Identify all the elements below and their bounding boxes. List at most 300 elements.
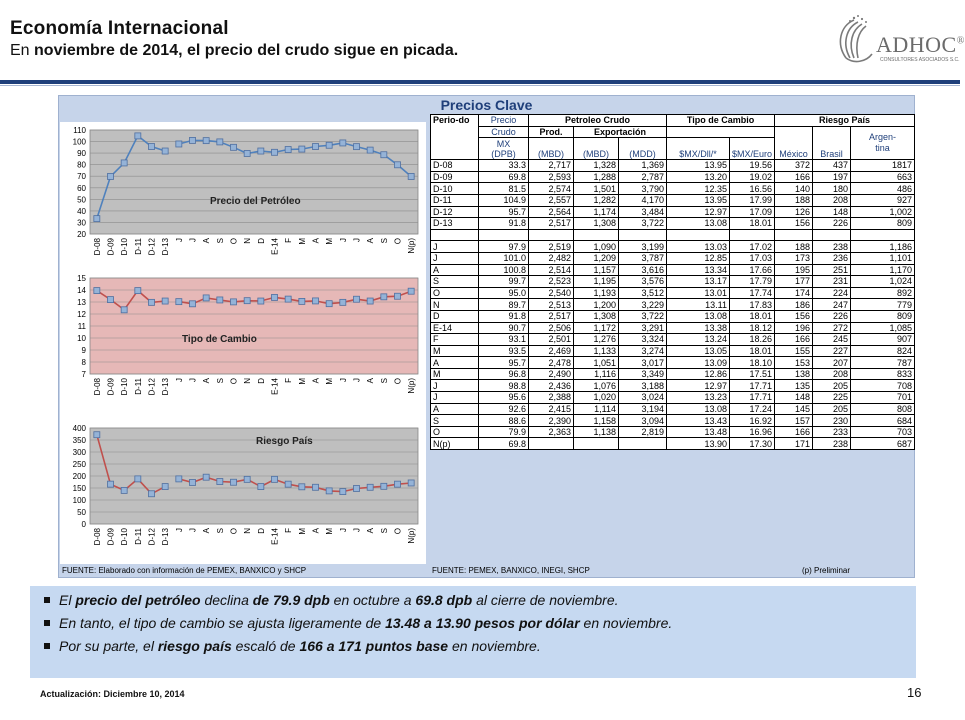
data-point [176,299,182,305]
value-cell: 17.83 [730,299,775,311]
value-cell: 3,324 [619,334,667,346]
col-argentina-l2: tina [875,142,890,153]
y-tick-label: 9 [81,346,86,355]
value-cell: 13.95 [667,160,730,172]
data-point [313,144,319,150]
x-tick-label: A [366,378,376,384]
value-cell: 1,133 [574,345,619,357]
value-cell: 230 [813,415,851,427]
data-point [162,298,168,304]
value-cell: 3,017 [619,357,667,369]
value-cell: 17.79 [730,276,775,288]
data-point [190,137,196,143]
b0-b2: de 79.9 dpb [252,592,330,608]
value-cell: 3,722 [619,218,667,230]
value-cell: 833 [851,368,915,380]
x-tick-label: J [352,238,362,242]
table-row [431,241,915,253]
y-tick-label: 0 [81,520,86,529]
value-cell: 18.01 [730,310,775,322]
x-tick-label: N [243,238,253,244]
x-tick-label: M [297,378,307,385]
value-cell: 1,209 [574,252,619,264]
x-tick-label: A [366,238,376,244]
data-point [108,297,114,303]
data-point [244,298,250,304]
y-tick-label: 150 [72,484,86,493]
data-point [326,142,332,148]
table-row [431,403,915,415]
data-point [108,173,114,179]
y-tick-label: 11 [77,322,86,331]
value-cell: 171 [775,438,813,450]
spacer-cell [851,229,915,241]
col-mx-dll: $MX/Dll/* [667,138,730,160]
subtitle-lead: En [10,42,35,59]
y-tick-label: 70 [77,172,86,182]
subtitle-emphasis: noviembre de 2014, el precio del crudo sigue en picada. [34,42,459,59]
data-point [217,297,223,303]
table-row [431,345,915,357]
value-cell: 17.24 [730,403,775,415]
col-precio-unit: (DPB) [491,148,516,159]
y-tick-label: 100 [72,137,86,147]
value-cell: 197 [813,171,851,183]
x-tick-label: N [243,378,253,384]
value-cell: 157 [775,415,813,427]
period-cell: D-08 [431,160,479,172]
data-point [354,144,360,150]
data-point [149,144,155,150]
col-riesgo: Riesgo País [775,115,915,127]
value-cell: 88.6 [479,415,529,427]
table-row [431,392,915,404]
data-point [217,139,223,145]
period-cell: M [431,368,479,380]
x-tick-label: D-11 [133,238,143,255]
y-tick-label: 30 [77,218,86,228]
prices-table-wrap [430,114,914,450]
value-cell: 12.97 [667,206,730,218]
value-cell: 92.6 [479,403,529,415]
value-cell: 231 [813,276,851,288]
col-brasil: Brasil [813,126,851,160]
value-cell: 2,390 [529,415,574,427]
tc-blank [667,126,775,138]
value-cell: 13.08 [667,403,730,415]
y-tick-label: 90 [77,149,86,159]
value-cell: 2,514 [529,264,574,276]
value-cell: 16.56 [730,183,775,195]
x-tick-label: J [338,528,348,532]
period-cell: O [431,287,479,299]
value-cell: 227 [813,345,851,357]
data-point [94,432,100,438]
value-cell: 2,517 [529,310,574,322]
b1-t1: En tanto, el tipo de cambio se ajusta ligeramente de [59,615,386,631]
table-row [431,334,915,346]
value-cell: 663 [851,171,915,183]
value-cell: 13.01 [667,287,730,299]
data-point [367,147,373,153]
data-point [381,152,387,158]
value-cell: 96.8 [479,368,529,380]
x-tick-label: D [256,528,266,534]
value-cell: 3,576 [619,276,667,288]
x-tick-label: S [379,238,389,244]
value-cell: 224 [813,287,851,299]
value-cell: 486 [851,183,915,195]
x-tick-label: J [174,238,184,242]
x-tick-label: A [311,238,321,244]
x-tick-label: S [379,378,389,384]
value-cell: 1,328 [574,160,619,172]
y-tick-label: 50 [77,195,86,205]
chart-title: Precio del Petróleo [210,196,301,207]
y-tick-label: 250 [72,460,86,469]
header-row-1 [431,115,915,127]
value-cell: 3,194 [619,403,667,415]
x-tick-label: D [256,378,266,384]
data-point [176,476,182,482]
value-cell: 208 [813,368,851,380]
b2-t2: escaló de [231,638,300,654]
y-tick-label: 50 [77,508,86,517]
country-risk-chart [60,420,426,564]
data-point [354,485,360,491]
x-tick-label: D-09 [106,378,116,396]
value-cell: 1,116 [574,368,619,380]
data-point [135,133,141,139]
y-tick-label: 14 [77,286,86,295]
x-tick-label: D-12 [147,378,157,396]
value-cell: 126 [775,206,813,218]
value-cell: 13.43 [667,415,730,427]
period-cell: D [431,310,479,322]
value-cell: 3,199 [619,241,667,253]
data-point [340,140,346,146]
x-tick-label: A [311,378,321,384]
value-cell: 12.85 [667,252,730,264]
period-cell: A [431,357,479,369]
x-tick-label: D-13 [161,378,171,396]
col-mbd-exp: (MBD) [574,138,619,160]
data-point [121,307,127,313]
y-tick-label: 350 [72,436,86,445]
x-tick-label: M [325,378,335,385]
col-precio-l1: Precio [479,115,529,127]
data-point [367,298,373,304]
value-cell: 238 [813,438,851,450]
data-point [190,479,196,485]
period-cell: A [431,264,479,276]
b0-t1: El [59,592,76,608]
value-cell: 17.71 [730,380,775,392]
value-cell: 2,436 [529,380,574,392]
value-cell: 13.95 [667,194,730,206]
x-tick-label: D-11 [133,528,143,545]
value-cell: 17.02 [730,241,775,253]
x-tick-label: O [229,238,239,245]
y-tick-label: 8 [81,358,86,367]
value-cell: 98.8 [479,380,529,392]
value-cell: 93.5 [479,345,529,357]
spacer-cell [479,229,529,241]
value-cell: 12.97 [667,380,730,392]
x-tick-label: M [325,528,335,535]
data-point [244,476,250,482]
x-tick-label: F [284,378,294,383]
spacer-cell [775,229,813,241]
data-point [231,299,237,305]
data-point [190,301,196,307]
y-tick-label: 7 [81,370,86,379]
value-cell: 372 [775,160,813,172]
spacer-cell [431,229,479,241]
x-tick-label: N(p) [407,238,417,254]
table-row [431,218,915,230]
x-tick-label: A [202,378,212,384]
spacer-cell [529,229,574,241]
data-point [149,491,155,497]
data-point [135,476,141,482]
header-divider-thin [0,85,960,86]
value-cell: 69.8 [479,438,529,450]
x-tick-label: O [393,528,403,535]
data-point [299,484,305,490]
data-point [381,294,387,300]
value-cell: 437 [813,160,851,172]
value-cell: 1,186 [851,241,915,253]
value-cell: 17.09 [730,206,775,218]
value-cell: 3,024 [619,392,667,404]
value-cell: 2,415 [529,403,574,415]
x-tick-label: A [202,528,212,534]
value-cell: 17.30 [730,438,775,450]
data-point [244,150,250,156]
value-cell: 18.12 [730,322,775,334]
value-cell: 1,051 [574,357,619,369]
header-divider [0,80,960,84]
period-cell: F [431,334,479,346]
value-cell: 97.9 [479,241,529,253]
value-cell: 188 [775,241,813,253]
col-precio-l3 [479,138,529,160]
x-tick-label: J [188,238,198,242]
x-tick-label: J [174,378,184,382]
spacer-cell [574,229,619,241]
value-cell: 17.66 [730,264,775,276]
data-point [285,147,291,153]
x-tick-label: J [338,238,348,242]
value-cell: 3,274 [619,345,667,357]
period-cell: D-10 [431,183,479,195]
value-cell: 787 [851,357,915,369]
bullet-exchange-text [59,615,672,631]
chart-title: Riesgo País [256,436,313,447]
value-cell: 3,094 [619,415,667,427]
period-cell: D-13 [431,218,479,230]
value-cell: 1,085 [851,322,915,334]
value-cell: 12.86 [667,368,730,380]
bullet-square-icon [44,620,50,626]
value-cell: 13.08 [667,310,730,322]
value-cell: 13.24 [667,334,730,346]
y-tick-label: 400 [72,424,86,433]
value-cell: 2,564 [529,206,574,218]
data-point [272,294,278,300]
value-cell: 89.7 [479,299,529,311]
value-cell: 1,158 [574,415,619,427]
y-tick-label: 10 [77,334,86,343]
data-point [408,173,414,179]
value-cell: 79.9 [479,426,529,438]
period-cell: A [431,403,479,415]
value-cell: 3,790 [619,183,667,195]
x-tick-label: N(p) [407,528,417,544]
table-row [431,206,915,218]
value-cell: 13.34 [667,264,730,276]
table-row [431,276,915,288]
data-point [354,296,360,302]
value-cell: 13.09 [667,357,730,369]
table-row [431,310,915,322]
value-cell: 17.99 [730,194,775,206]
value-cell: 135 [775,380,813,392]
x-tick-label: D [256,238,266,244]
x-tick-label: M [325,238,335,245]
value-cell: 91.8 [479,218,529,230]
data-point [258,484,264,490]
data-point [272,149,278,155]
x-tick-label: D-11 [133,378,143,395]
value-cell: 2,523 [529,276,574,288]
bullet-oil-text [59,592,619,608]
table-row [431,171,915,183]
value-cell: 1,114 [574,403,619,415]
bullet-square-icon [44,597,50,603]
y-tick-label: 13 [77,298,86,307]
value-cell: 1,501 [574,183,619,195]
period-cell: D-11 [431,194,479,206]
value-cell: 1,170 [851,264,915,276]
value-cell: 95.0 [479,287,529,299]
value-cell: 238 [813,241,851,253]
x-tick-label: S [215,238,225,244]
value-cell: 1,174 [574,206,619,218]
col-periodo: Perio-do [431,115,479,160]
b0-b3: 69.8 dpb [415,592,473,608]
value-cell: 13.05 [667,345,730,357]
value-cell: 148 [813,206,851,218]
data-point [408,480,414,486]
data-point [340,489,346,495]
bullet-square-icon [44,643,50,649]
x-tick-label: O [393,378,403,385]
value-cell: 17.71 [730,392,775,404]
x-tick-label: O [229,378,239,385]
bullet-exchange [44,615,902,631]
table-row [431,194,915,206]
y-tick-label: 40 [77,206,86,216]
col-precio-l2: Crudo [479,126,529,138]
value-cell: 33.3 [479,160,529,172]
data-point [395,162,401,168]
x-tick-label: M [297,238,307,245]
x-tick-label: D-13 [161,528,171,546]
x-tick-label: D-08 [92,238,102,256]
adhoc-logo [828,12,965,72]
value-cell: 13.20 [667,171,730,183]
bullet-risk [44,638,902,654]
period-cell: N [431,299,479,311]
globe-icon [828,12,878,72]
col-argentina-l1: Argen- [869,131,897,142]
data-point [94,288,100,294]
prices-table [430,114,915,450]
spacer-cell [813,229,851,241]
data-point [231,479,237,485]
value-cell: 1,308 [574,218,619,230]
table-source-text: FUENTE: PEMEX, BANXICO, INEGI, SHCP [432,566,590,575]
value-cell: 809 [851,218,915,230]
value-cell: 1,276 [574,334,619,346]
value-cell: 1817 [851,160,915,172]
value-cell: 2,517 [529,218,574,230]
data-point [299,146,305,152]
bullet-oil [44,592,902,608]
table-row [431,357,915,369]
value-cell: 824 [851,345,915,357]
data-point [258,148,264,154]
y-tick-label: 20 [77,230,86,239]
value-cell: 2,819 [619,426,667,438]
x-tick-label: D-08 [92,378,102,396]
value-cell: 81.5 [479,183,529,195]
table-spacer-row [431,229,915,241]
value-cell: 1,282 [574,194,619,206]
value-cell: 2,593 [529,171,574,183]
value-cell: 2,490 [529,368,574,380]
period-cell: O [431,426,479,438]
value-cell: 173 [775,252,813,264]
table-row [431,264,915,276]
data-point [121,487,127,493]
value-cell: 195 [775,264,813,276]
x-tick-label: D-10 [120,378,130,396]
x-tick-label: J [352,378,362,382]
value-cell: 196 [775,322,813,334]
value-cell: 17.74 [730,287,775,299]
value-cell: 2,540 [529,287,574,299]
b1-t2: en noviembre. [579,615,673,631]
data-point [299,298,305,304]
value-cell: 16.92 [730,415,775,427]
data-point [395,293,401,299]
col-prod: Prod. [529,126,574,138]
value-cell: 2,717 [529,160,574,172]
spacer-cell [667,229,730,241]
value-cell [529,438,574,450]
x-tick-label: D-13 [161,238,171,256]
summary-bullets [30,586,916,678]
value-cell: 2,787 [619,171,667,183]
value-cell: 2,506 [529,322,574,334]
data-point [408,288,414,294]
value-cell: 2,513 [529,299,574,311]
data-point [326,301,332,307]
value-cell: 1,090 [574,241,619,253]
